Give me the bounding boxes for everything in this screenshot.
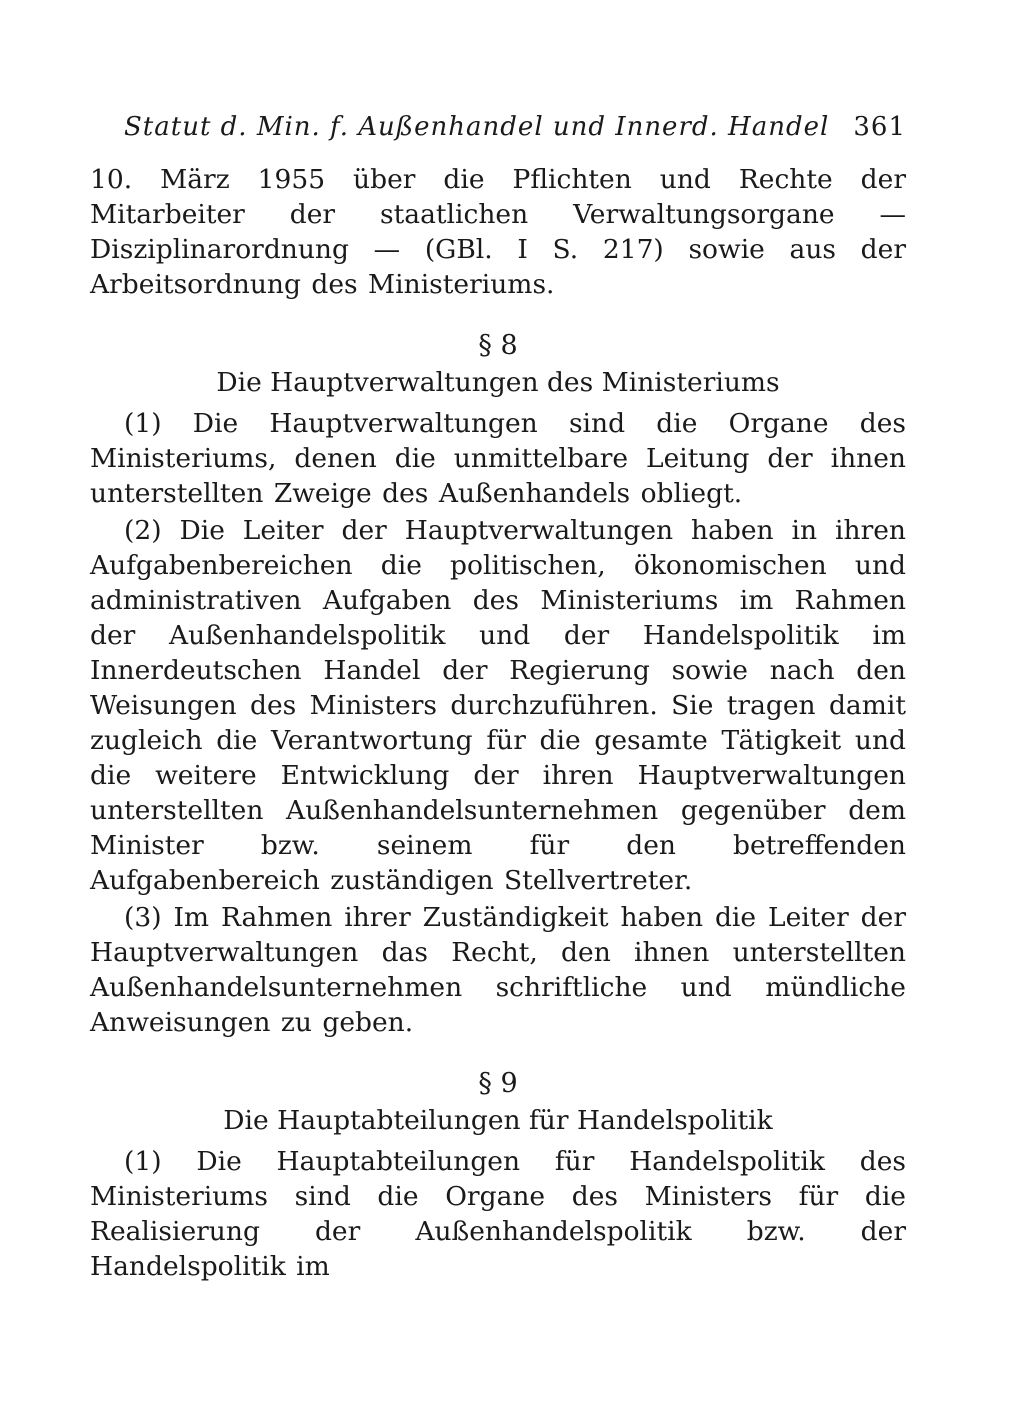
section-8 — [90, 328, 906, 1040]
intro-paragraph: 10. März 1955 über die Pflichten und Rechte der Mitarbeiter der staatlichen Verwaltungsorgane — Disziplinarordnung — (GBl. I S. 217) sowie aus der Arbeitsordnung des Ministeriums. — [90, 164, 906, 300]
paragraph: (1) Die Hauptverwaltungen sind die Organe des Ministeriums, denen die unmittelbare Leitung der ihnen unterstellten Zweige des Außenhandels obliegt. — [90, 408, 906, 509]
book-page — [90, 112, 906, 1284]
section-9 — [90, 1066, 906, 1284]
section-title: Die Hauptabteilungen für Handelspolitik — [223, 1105, 773, 1136]
section-title: Die Hauptverwaltungen des Ministeriums — [216, 367, 780, 398]
section-mark: § 8 — [478, 330, 518, 361]
paragraph: (1) Die Hauptabteilungen für Handelspolitik des Ministeriums sind die Organe des Ministers für die Realisierung der Außenhandelspolitik bzw. der Handelspolitik im — [90, 1146, 906, 1282]
paragraph: (3) Im Rahmen ihrer Zuständigkeit haben die Leiter der Hauptverwaltungen das Recht, den ihnen unterstellten Außenhandelsunternehmen schriftliche und mündliche Anweisungen zu geben. — [90, 902, 906, 1038]
paragraph: (2) Die Leiter der Hauptverwaltungen haben in ihren Aufgabenbereichen die politischen, ökonomischen und administrativen Aufgaben des Ministeriums im Rahmen der Außenhandelspolitik und der Handelspolitik im Innerdeutschen Handel der Regierung sowie nach den Weisungen des Ministers durchzuführen. Sie tragen damit zugleich die Verantwortung für die gesamte Tätigkeit und die weitere Entwicklung der ihren Hauptverwaltungen unterstellten Außenhandelsunternehmen gegenüber dem Minister bzw. seinem für den betreffenden Aufgabenbereich zuständigen Stellvertreter. — [90, 515, 906, 896]
running-title: Statut d. Min. f. Außenhandel und Innerd. Handel — [124, 112, 830, 142]
section-mark: § 9 — [478, 1068, 518, 1099]
page-number: 361 — [853, 112, 906, 142]
running-head — [90, 112, 906, 162]
